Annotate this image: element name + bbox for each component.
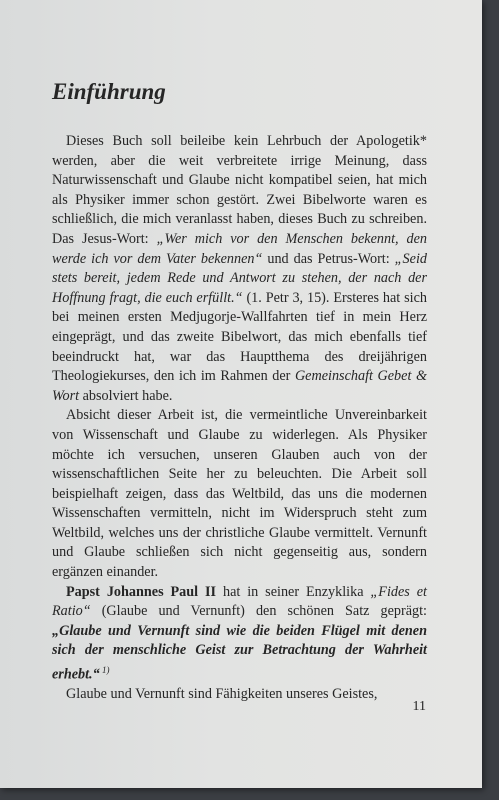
p1-text-3: (1. Petr 3, 15). Ersteres hat sich bei meinen ersten Medjugorje-Wallfahrten tief in mein Herz eingeprägt, und das zweite Bibelwort, das mich ebenfalls tief beeindruckt hat, war das Hauptthema des dreijährigen Theologiekurses, den ich im Rahmen der bbox=[52, 289, 427, 385]
p1-text-1: Dieses Buch soll beileibe kein Lehrbuch der Apologetik* werden, aber die weit verbreitete irrige Meinung, dass Naturwissenschaft und Glaube nicht kompatibel seien, hat mich als Physiker immer schon gestört. Zwei Bibelworte waren es schließlich, die mich veranlasst haben, dieses Buch zu schreiben. Das Jesus-Wort: bbox=[52, 133, 427, 247]
p3-text-1: hat in seiner Enzyklika bbox=[216, 583, 371, 600]
paragraph-3 bbox=[52, 583, 427, 686]
p1-text-4: absolviert habe. bbox=[79, 387, 173, 404]
page-number: 11 bbox=[412, 699, 426, 714]
page-content bbox=[52, 78, 427, 705]
pope-quote: „Glaube und Vernunft sind wie die beiden Flügel mit denen sich der menschliche Geist zur Betrachtung der Wahrheit erhebt.“ bbox=[52, 622, 427, 683]
p1-text-2: und das Petrus-Wort: bbox=[262, 250, 395, 267]
chapter-title: Einführung bbox=[52, 79, 166, 104]
pope-name: Papst Johannes Paul II bbox=[66, 583, 217, 600]
paragraph-1 bbox=[52, 132, 427, 406]
paragraph-4: Glaube und Vernunft sind Fähigkeiten unseres Geistes, bbox=[66, 686, 378, 703]
petrus-quote: „Seid stets bereit, jedem Rede und Antwort zu stehen, der nach der Hoffnung fragt, die euch erfüllt.“ bbox=[52, 250, 427, 306]
p3-text-2: (Glaube und Vernunft) den schönen Satz geprägt: bbox=[90, 603, 427, 620]
community-name: Gemeinschaft Gebet & Wort bbox=[52, 368, 427, 404]
encyclical-title: „Fides et Ratio“ bbox=[52, 583, 427, 620]
footnote-marker: 1) bbox=[99, 665, 110, 676]
paragraph-2: Absicht dieser Arbeit ist, die vermeintliche Unvereinbarkeit von Wissenschaft und Glaube zu widerlegen. Als Physiker möchte ich versuchen, unseren Glauben auch von der wissenschaftlichen Seite her zu beleuchten. Die Arbeit soll beispielhaft zeigen, dass das Weltbild, das uns die modernen Wissenschaften vermitteln, nicht im Widerspruch steht zum Weltbild, welches uns der christliche Glaube vermittelt. Vernunft und Glaube schließen sich nicht gegenseitig aus, sondern ergänzen einander. bbox=[52, 407, 427, 581]
jesus-quote: „Wer mich vor den Menschen bekennt, den werde ich vor dem Vater bekennen“ bbox=[52, 230, 427, 267]
